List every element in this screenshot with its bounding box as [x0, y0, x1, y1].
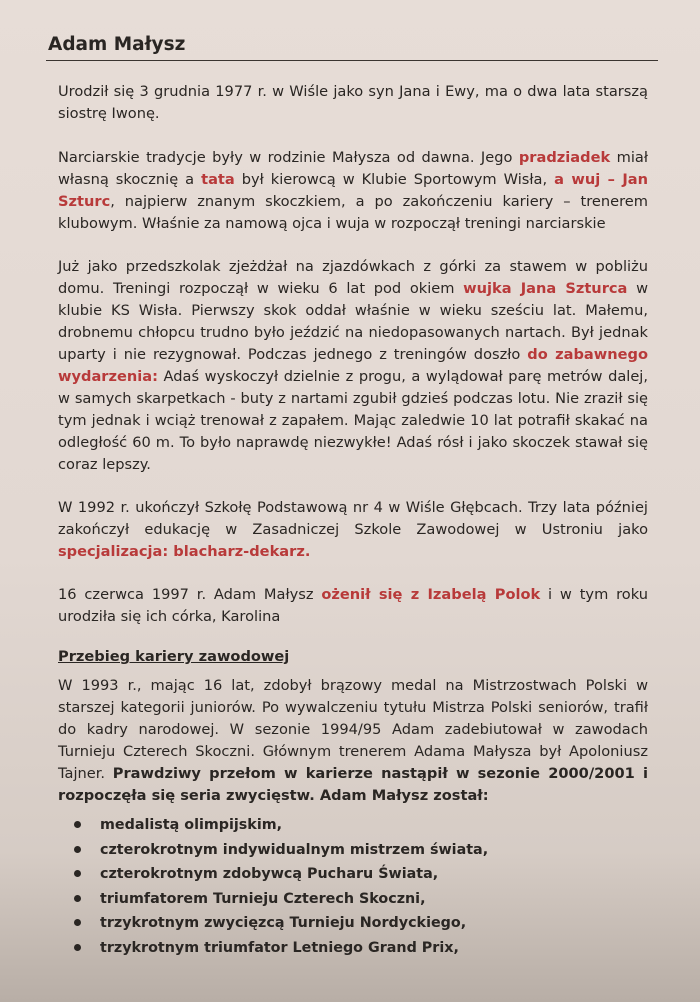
- highlight-text: ożenił się z Izabelą Polok: [321, 586, 541, 603]
- text-run: , najpierw znanym skoczkiem, a po zakończeniu kariery – trenerem klubowym. Właśnie za namową ojca i wuja w rozpoczął treningi narciarskie: [58, 193, 648, 232]
- list-item: triumfatorem Turnieju Czterech Skoczni,: [74, 887, 650, 912]
- text-run: W 1992 r. ukończył Szkołę Podstawową nr 4 w Wiśle Głębcach. Trzy lata później zakończył edukację w Zasadniczej Szkole Zawodowej w Ustroniu jako: [58, 499, 648, 538]
- text-run: i w tym roku urodziła się ich córka, Karolina: [58, 586, 648, 625]
- text-run: 16 czerwca 1997 r. Adam Małysz: [58, 586, 322, 603]
- highlight-text: tata: [201, 171, 235, 188]
- highlight-text: do zabawnego wydarzenia:: [58, 346, 649, 385]
- text-run: miał własną skocznię a: [58, 149, 648, 188]
- highlight-text: pradziadek: [518, 149, 611, 166]
- list-item: trzykrotnym zwycięzcą Turnieju Nordyckiego,: [74, 911, 650, 936]
- list-item: medalistą olimpijskim,: [74, 813, 650, 838]
- text-run: był kierowcą w Klubie Sportowym Wisła,: [234, 171, 555, 188]
- text-run: w klubie KS Wisła. Pierwszy skok oddał właśnie w wieku sześciu lat. Małemu, drobnemu chłopcu trudno było jeździć na niedopasowanych nartach. Był jednak uparty i nie rezygnował. Podczas jednego z treningów doszło: [58, 280, 649, 363]
- text-run: Adaś wyskoczył dzielnie z progu, a wylądował parę metrów dalej, w samych skarpetkach - buty z nartami zgubił gdzieś podczas lotu. Nie zraził się tym jednak i wciąż trenował z zapałem. Mając zaledwie 10 lat potrafił skakać na odległość 60 m. To było naprawdę niezwykłe! Adaś rósł i jako skoczek stawał się coraz lepszy.: [58, 368, 648, 473]
- list-item: czterokrotnym indywidualnym mistrzem świata,: [74, 838, 650, 863]
- paragraph-family-traditions: [58, 147, 648, 235]
- paragraph-career: [58, 675, 648, 807]
- title-divider: [46, 60, 658, 61]
- paragraph-education: [58, 497, 648, 563]
- paragraph-marriage: [58, 584, 648, 628]
- highlight-text: a wuj – Jan Szturc: [58, 171, 648, 210]
- page-title: Adam Małysz: [48, 34, 186, 55]
- text-run: W 1993 r., mając 16 lat, zdobył brązowy medal na Mistrzostwach Polski w starszej kategorii juniorów. Po wywalczeniu tytułu Mistrza Polski seniorów, trafił do kadry narodowej. W sezonie 1994/95 Adam zadebiutował w zawodach Turnieju Czterech Skoczni. Głównym trenerem Adama Małysza był Apoloniusz Tajner.: [58, 677, 648, 782]
- highlight-text: wujka Jana Szturca: [463, 280, 628, 297]
- highlight-text: specjalizacja: blacharz-dekarz.: [58, 543, 311, 560]
- paragraph-birth: Urodził się 3 grudnia 1977 r. w Wiśle jako syn Jana i Ewy, ma o dwa lata starszą siostrę Iwonę.: [58, 83, 648, 122]
- paragraph-childhood: [58, 256, 648, 476]
- text-run: Już jako przedszkolak zjeżdżał na zjazdówkach z górki za stawem w pobliżu domu. Treningi rozpoczął w wieku 6 lat pod okiem: [58, 258, 648, 297]
- bold-text: Prawdziwy przełom w karierze nastąpił w sezonie 2000/2001 i rozpoczęła się seria zwycięstw. Adam Małysz został:: [58, 765, 648, 804]
- text-run: Narciarskie tradycje były w rodzinie Małysza od dawna. Jego: [58, 149, 519, 166]
- achievements-list: [74, 813, 650, 960]
- list-item: trzykrotnym triumfator Letniego Grand Prix,: [74, 936, 650, 961]
- section-heading: Przebieg kariery zawodowej: [58, 648, 290, 665]
- list-item: czterokrotnym zdobywcą Pucharu Świata,: [74, 862, 650, 887]
